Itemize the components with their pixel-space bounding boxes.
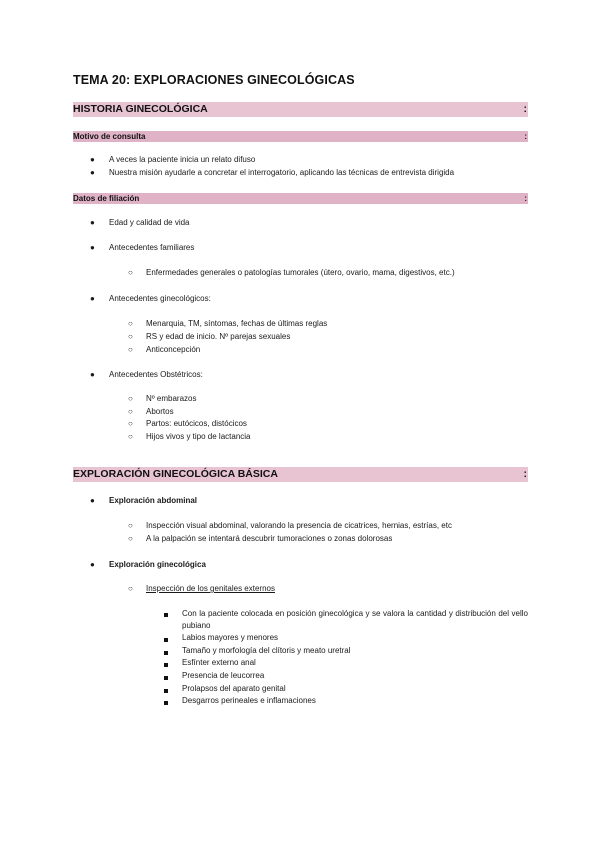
list-item-underlined: Inspección de los genitales externos xyxy=(146,584,275,593)
list-item: Enfermedades generales o patologías tumorales (útero, ovario, mama, digestivos, etc.) xyxy=(146,268,455,277)
section-heading-exploracion xyxy=(73,467,528,482)
list-item-bold: Exploración abdominal xyxy=(109,496,198,505)
square-marker xyxy=(164,648,168,658)
square-marker xyxy=(164,698,168,708)
list-item: Menarquia, TM, síntomas, fechas de últimas reglas xyxy=(146,319,328,328)
list-item: Anticoncepción xyxy=(146,345,201,354)
list-item: Con la paciente colocada en posición ginecológica y se valora la cantidad y distribución del vello pubiano xyxy=(182,609,528,630)
circle-marker: ○ xyxy=(128,345,133,354)
subheading-text: Motivo de consulta xyxy=(73,132,146,141)
list-item: RS y edad de inicio. Nº parejas sexuales xyxy=(146,332,291,341)
subheading-text: Datos de filiación xyxy=(73,194,140,203)
square-marker xyxy=(164,660,168,670)
circle-marker: ○ xyxy=(128,332,133,341)
circle-marker: ○ xyxy=(128,319,133,328)
list-item: Antecedentes familiares xyxy=(109,243,195,252)
bullet-marker: ● xyxy=(90,294,95,303)
heading-colon: : xyxy=(523,468,527,480)
heading-colon: : xyxy=(523,103,527,115)
list-item: Antecedentes Obstétricos: xyxy=(109,370,203,379)
list-item: Partos: eutócicos, distócicos xyxy=(146,419,247,428)
section-heading-text: EXPLORACIÓN GINECOLÓGICA BÁSICA xyxy=(73,468,278,480)
list-item: Hijos vivos y tipo de lactancia xyxy=(146,432,251,441)
list-item: Tamaño y morfología del clítoris y meato uretral xyxy=(182,646,351,655)
list-item: Edad y calidad de vida xyxy=(109,218,190,227)
section-heading-text: HISTORIA GINECOLÓGICA xyxy=(73,103,208,115)
square-marker xyxy=(164,610,168,620)
list-item: Desgarros perineales e inflamaciones xyxy=(182,696,316,705)
circle-marker: ○ xyxy=(128,584,133,593)
bullet-marker: ● xyxy=(90,218,95,227)
circle-marker: ○ xyxy=(128,419,133,428)
circle-marker: ○ xyxy=(128,268,133,277)
page-title: TEMA 20: EXPLORACIONES GINECOLÓGICAS xyxy=(73,73,355,87)
list-item-bold: Exploración ginecológica xyxy=(109,560,206,569)
square-marker xyxy=(164,686,168,696)
circle-marker: ○ xyxy=(128,394,133,403)
bullet-marker: ● xyxy=(90,370,95,379)
list-item: Inspección visual abdominal, valorando la presencia de cicatrices, hernias, estrías, etc xyxy=(146,521,452,530)
circle-marker: ○ xyxy=(128,534,133,543)
subheading-filiacion xyxy=(73,193,528,204)
circle-marker: ○ xyxy=(128,407,133,416)
bullet-marker: ● xyxy=(90,155,95,164)
list-item: Labios mayores y menores xyxy=(182,633,279,642)
bullet-marker: ● xyxy=(90,168,95,177)
list-item: Esfínter externo anal xyxy=(182,658,256,667)
bullet-marker: ● xyxy=(90,496,95,505)
bullet-marker: ● xyxy=(90,243,95,252)
square-marker xyxy=(164,673,168,683)
list-item: A veces la paciente inicia un relato difuso xyxy=(109,155,256,164)
list-item: Prolapsos del aparato genital xyxy=(182,684,286,693)
list-item: Antecedentes ginecológicos: xyxy=(109,294,211,303)
square-marker xyxy=(164,635,168,645)
section-heading-historia xyxy=(73,102,528,117)
list-item: Nº embarazos xyxy=(146,394,197,403)
list-item: Abortos xyxy=(146,407,174,416)
bullet-marker: ● xyxy=(90,560,95,569)
circle-marker: ○ xyxy=(128,432,133,441)
list-item: Presencia de leucorrea xyxy=(182,671,265,680)
circle-marker: ○ xyxy=(128,521,133,530)
heading-colon: : xyxy=(524,132,527,141)
list-item: Nuestra misión ayudarle a concretar el interrogatorio, aplicando las técnicas de entrevista dirigida xyxy=(109,168,455,177)
list-item: A la palpación se intentará descubrir tumoraciones o zonas dolorosas xyxy=(146,534,393,543)
subheading-motivo xyxy=(73,131,528,142)
heading-colon: : xyxy=(524,194,527,203)
